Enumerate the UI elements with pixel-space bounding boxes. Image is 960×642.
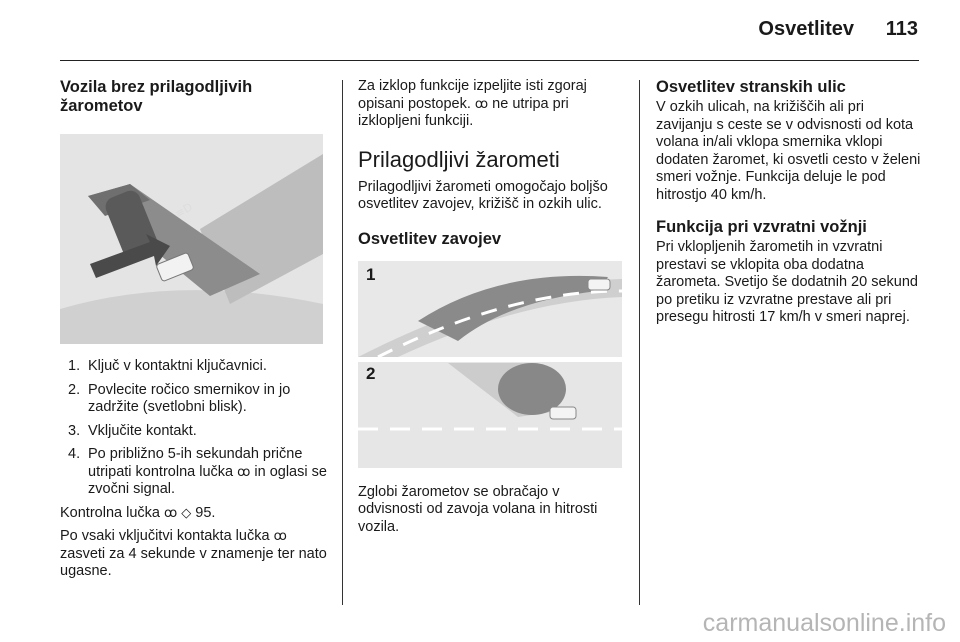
- lamp-icon: ꝏ: [163, 505, 178, 521]
- lamp-icon: ꝏ: [237, 464, 251, 480]
- paragraph: Za izklop funkcije izpeljite isti zgoraj opisani postopek. ꝏ ne utripa pri izklopljeni funkciji.: [358, 78, 587, 129]
- list-item: 1. Ključ v kontaktni ključavnici.: [68, 358, 267, 374]
- page-number: 113: [885, 18, 918, 40]
- list-item: 4. Po približno 5-ih sekundah prične utripati kontrolna lučka ꝏ in oglasi se zvočni signal.: [68, 446, 327, 497]
- paragraph: Prilagodljivi žarometi omogočajo boljšo osvetlitev zavojev, križišč in ozkih ulic.: [358, 178, 608, 212]
- column-1: [60, 78, 328, 581]
- section-heading: Funkcija pri vzvratni vožnji: [656, 218, 867, 236]
- figure-label: 2: [366, 363, 376, 383]
- section-heading: Osvetlitev stranskih ulic: [656, 78, 846, 96]
- figure-caption: Zglobi žarometov se obračajo v odvisnosti od zavoja volana in hitrosti vozila.: [358, 483, 598, 535]
- reference-icon: ◇: [181, 505, 192, 521]
- svg-text:≡D: ≡D: [173, 200, 195, 221]
- figure-label: 1: [366, 264, 376, 284]
- cornering-light-illustration: [358, 261, 622, 468]
- column-divider-1: [342, 80, 343, 605]
- header-rule: [60, 60, 919, 61]
- column-divider-2: [639, 80, 640, 605]
- column-2: [358, 78, 626, 536]
- subsection-heading: Osvetlitev zavojev: [358, 229, 502, 248]
- section-heading: Prilagodljivi žarometi: [358, 146, 560, 172]
- stalk-illustration: [60, 134, 323, 344]
- column-3: [656, 78, 922, 327]
- section-heading: Vozila brez prilagodljivih žarometov: [60, 78, 253, 115]
- list-item: 2. Povlecite ročico smernikov in jo zadržite (svetlobni blisk).: [68, 381, 291, 415]
- list-item: 3. Vključite kontakt.: [68, 422, 197, 439]
- paragraph: V ozkih ulicah, na križiščih ali pri zavijanju s ceste se v odvisnosti od kota volana in/ali vklopa smernika vklopi dodaten žaromet, ki osvetli cesto v želeni smeri vožnje. Funkcija deluje le pod hitrostjo 40 km/h.: [656, 99, 921, 203]
- watermark: carmanualsonline.info: [702, 609, 946, 637]
- paragraph: Pri vklopljenih žarometih in vzvratni prestavi se vklopita oba dodatna žarometa. Svetijo še dodatnih 20 sekund po pretiku iz vzvratne prestave ali pri presegu hitrosti 17 km/h v smeri naprej.: [656, 239, 918, 325]
- header-title: Osvetlitev: [758, 18, 854, 40]
- paragraph: Po vsaki vključitvi kontakta lučka ꝏ zasveti za 4 sekunde v znamenje ter nato ugasne.: [60, 528, 327, 579]
- paragraph: Kontrolna lučka ꝏ ◇ 95.: [60, 504, 216, 521]
- lamp-icon: ꝏ: [273, 529, 287, 544]
- lamp-icon: ꝏ: [474, 96, 489, 112]
- steps-list: [60, 358, 328, 499]
